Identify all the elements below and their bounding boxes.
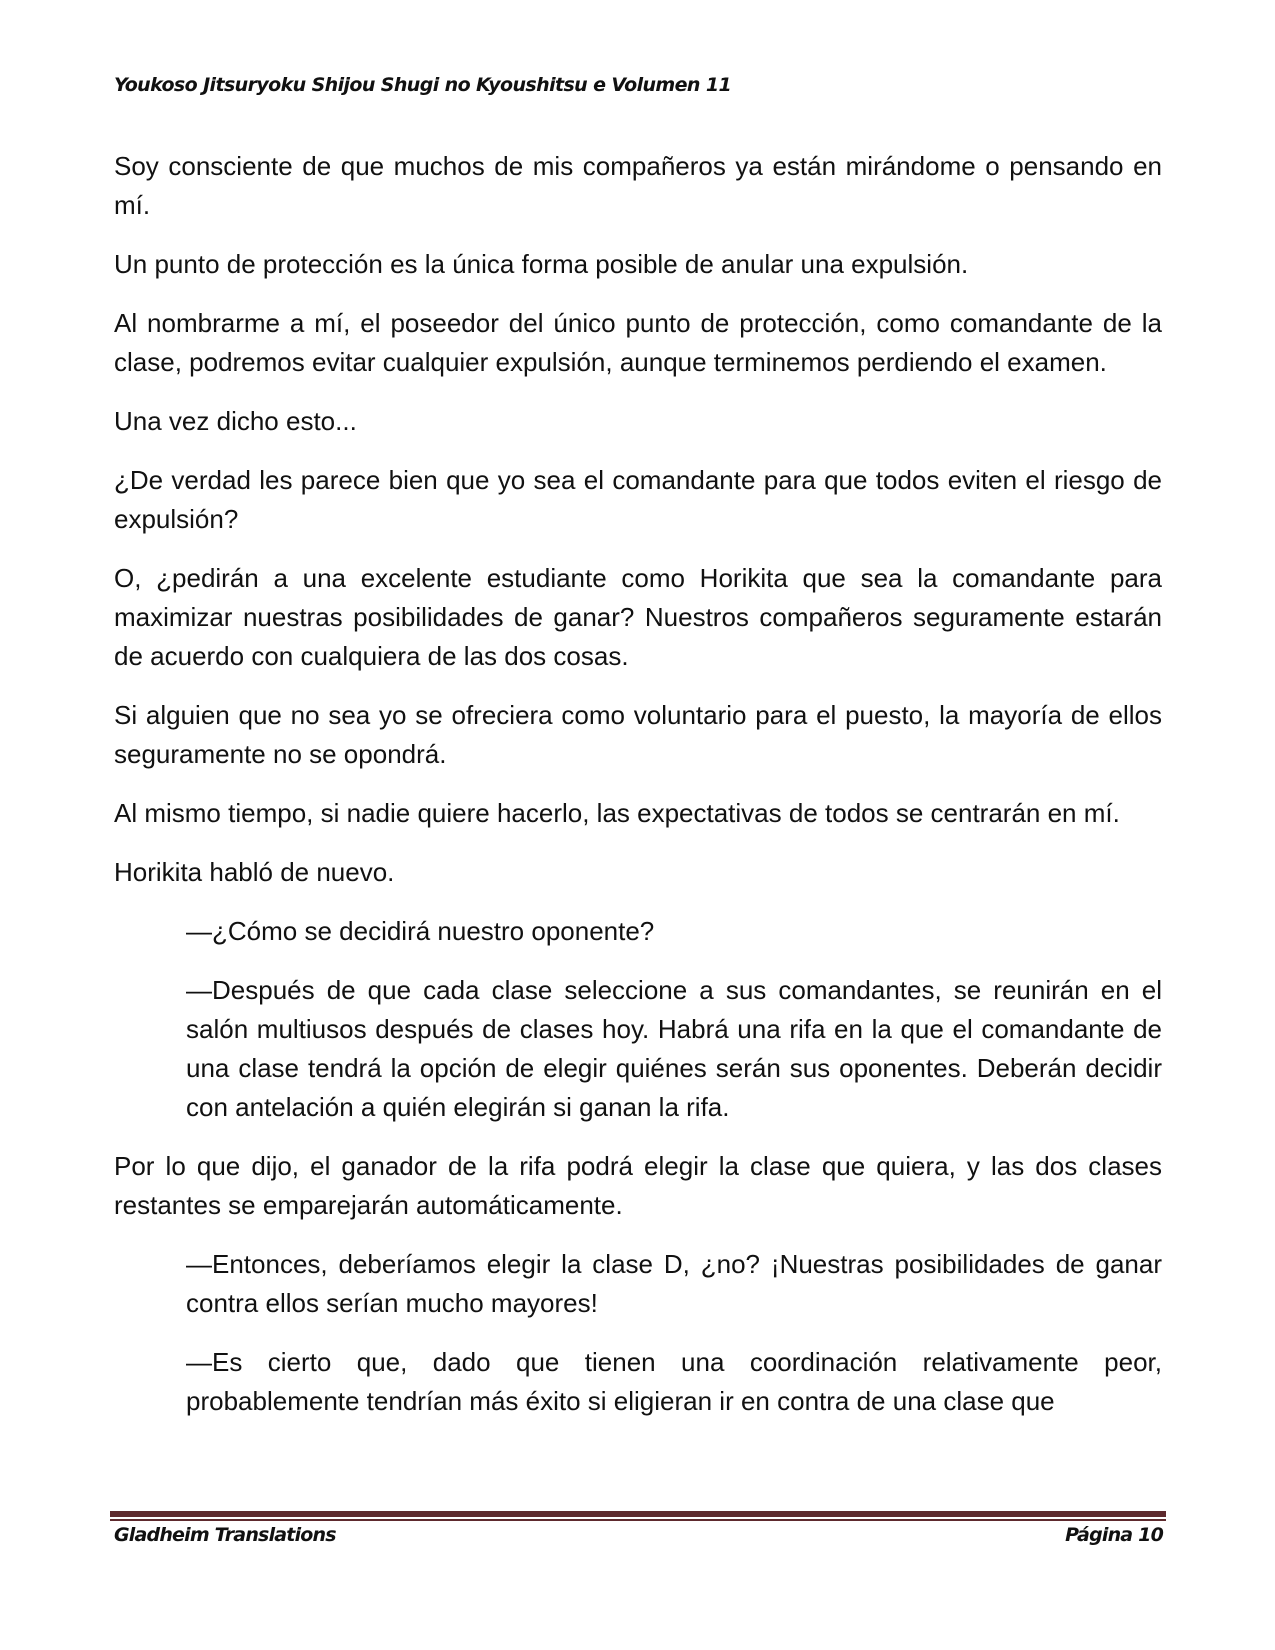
paragraph: O, ¿pedirán a una excelente estudiante como Horikita que sea la comandante para maximizar nuestras posibilidades de ganar? Nuestros compañeros seguramente estarán de acuerdo con cualquiera de las dos cosas. [114,563,1162,671]
dialogue-paragraph: —Después de que cada clase seleccione a sus comandantes, se reunirán en el salón multiusos después de clases hoy. Habrá una rifa en la que el comandante de una clase tendrá la opción de elegir quiénes serán sus oponentes. Deberán decidir con antelación a quién elegirán si ganan la rifa. [186,975,1162,1122]
paragraph: Horikita habló de nuevo. [114,857,395,887]
footer-publisher: Gladheim Translations [114,1524,336,1546]
footer-rule-thin [110,1519,1166,1521]
paragraph: Un punto de protección es la única forma posible de anular una expulsión. [114,249,969,279]
paragraph: Una vez dicho esto... [114,406,357,436]
footer-rule-thick [110,1511,1166,1517]
paragraph: ¿De verdad les parece bien que yo sea el comandante para que todos eviten el riesgo de expulsión? [114,465,1162,534]
body-text [114,147,1162,1441]
paragraph: Al mismo tiempo, si nadie quiere hacerlo, las expectativas de todos se centrarán en mí. [114,798,1120,828]
paragraph: Al nombrarme a mí, el poseedor del único punto de protección, como comandante de la clase, podremos evitar cualquier expulsión, aunque terminemos perdiendo el examen. [114,308,1162,377]
paragraph: Si alguien que no sea yo se ofreciera como voluntario para el puesto, la mayoría de ellos seguramente no se opondrá. [114,700,1162,769]
paragraph: Soy consciente de que muchos de mis compañeros ya están mirándome o pensando en mí. [114,151,1162,220]
dialogue-paragraph: —Entonces, deberíamos elegir la clase D, ¿no? ¡Nuestras posibilidades de ganar contra ellos serían mucho mayores! [186,1249,1162,1318]
dialogue-paragraph: —Es cierto que, dado que tienen una coordinación relativamente peor, probablemente tendrían más éxito si eligieran ir en contra de una clase que [186,1347,1162,1416]
dialogue-paragraph: —¿Cómo se decidirá nuestro oponente? [186,916,655,946]
running-header: Youkoso Jitsuryoku Shijou Shugi no Kyoushitsu e Volumen 11 [114,74,732,96]
paragraph: Por lo que dijo, el ganador de la rifa podrá elegir la clase que quiera, y las dos clases restantes se emparejarán automáticamente. [114,1151,1162,1220]
footer-page-number: Página 10 [1065,1524,1163,1546]
